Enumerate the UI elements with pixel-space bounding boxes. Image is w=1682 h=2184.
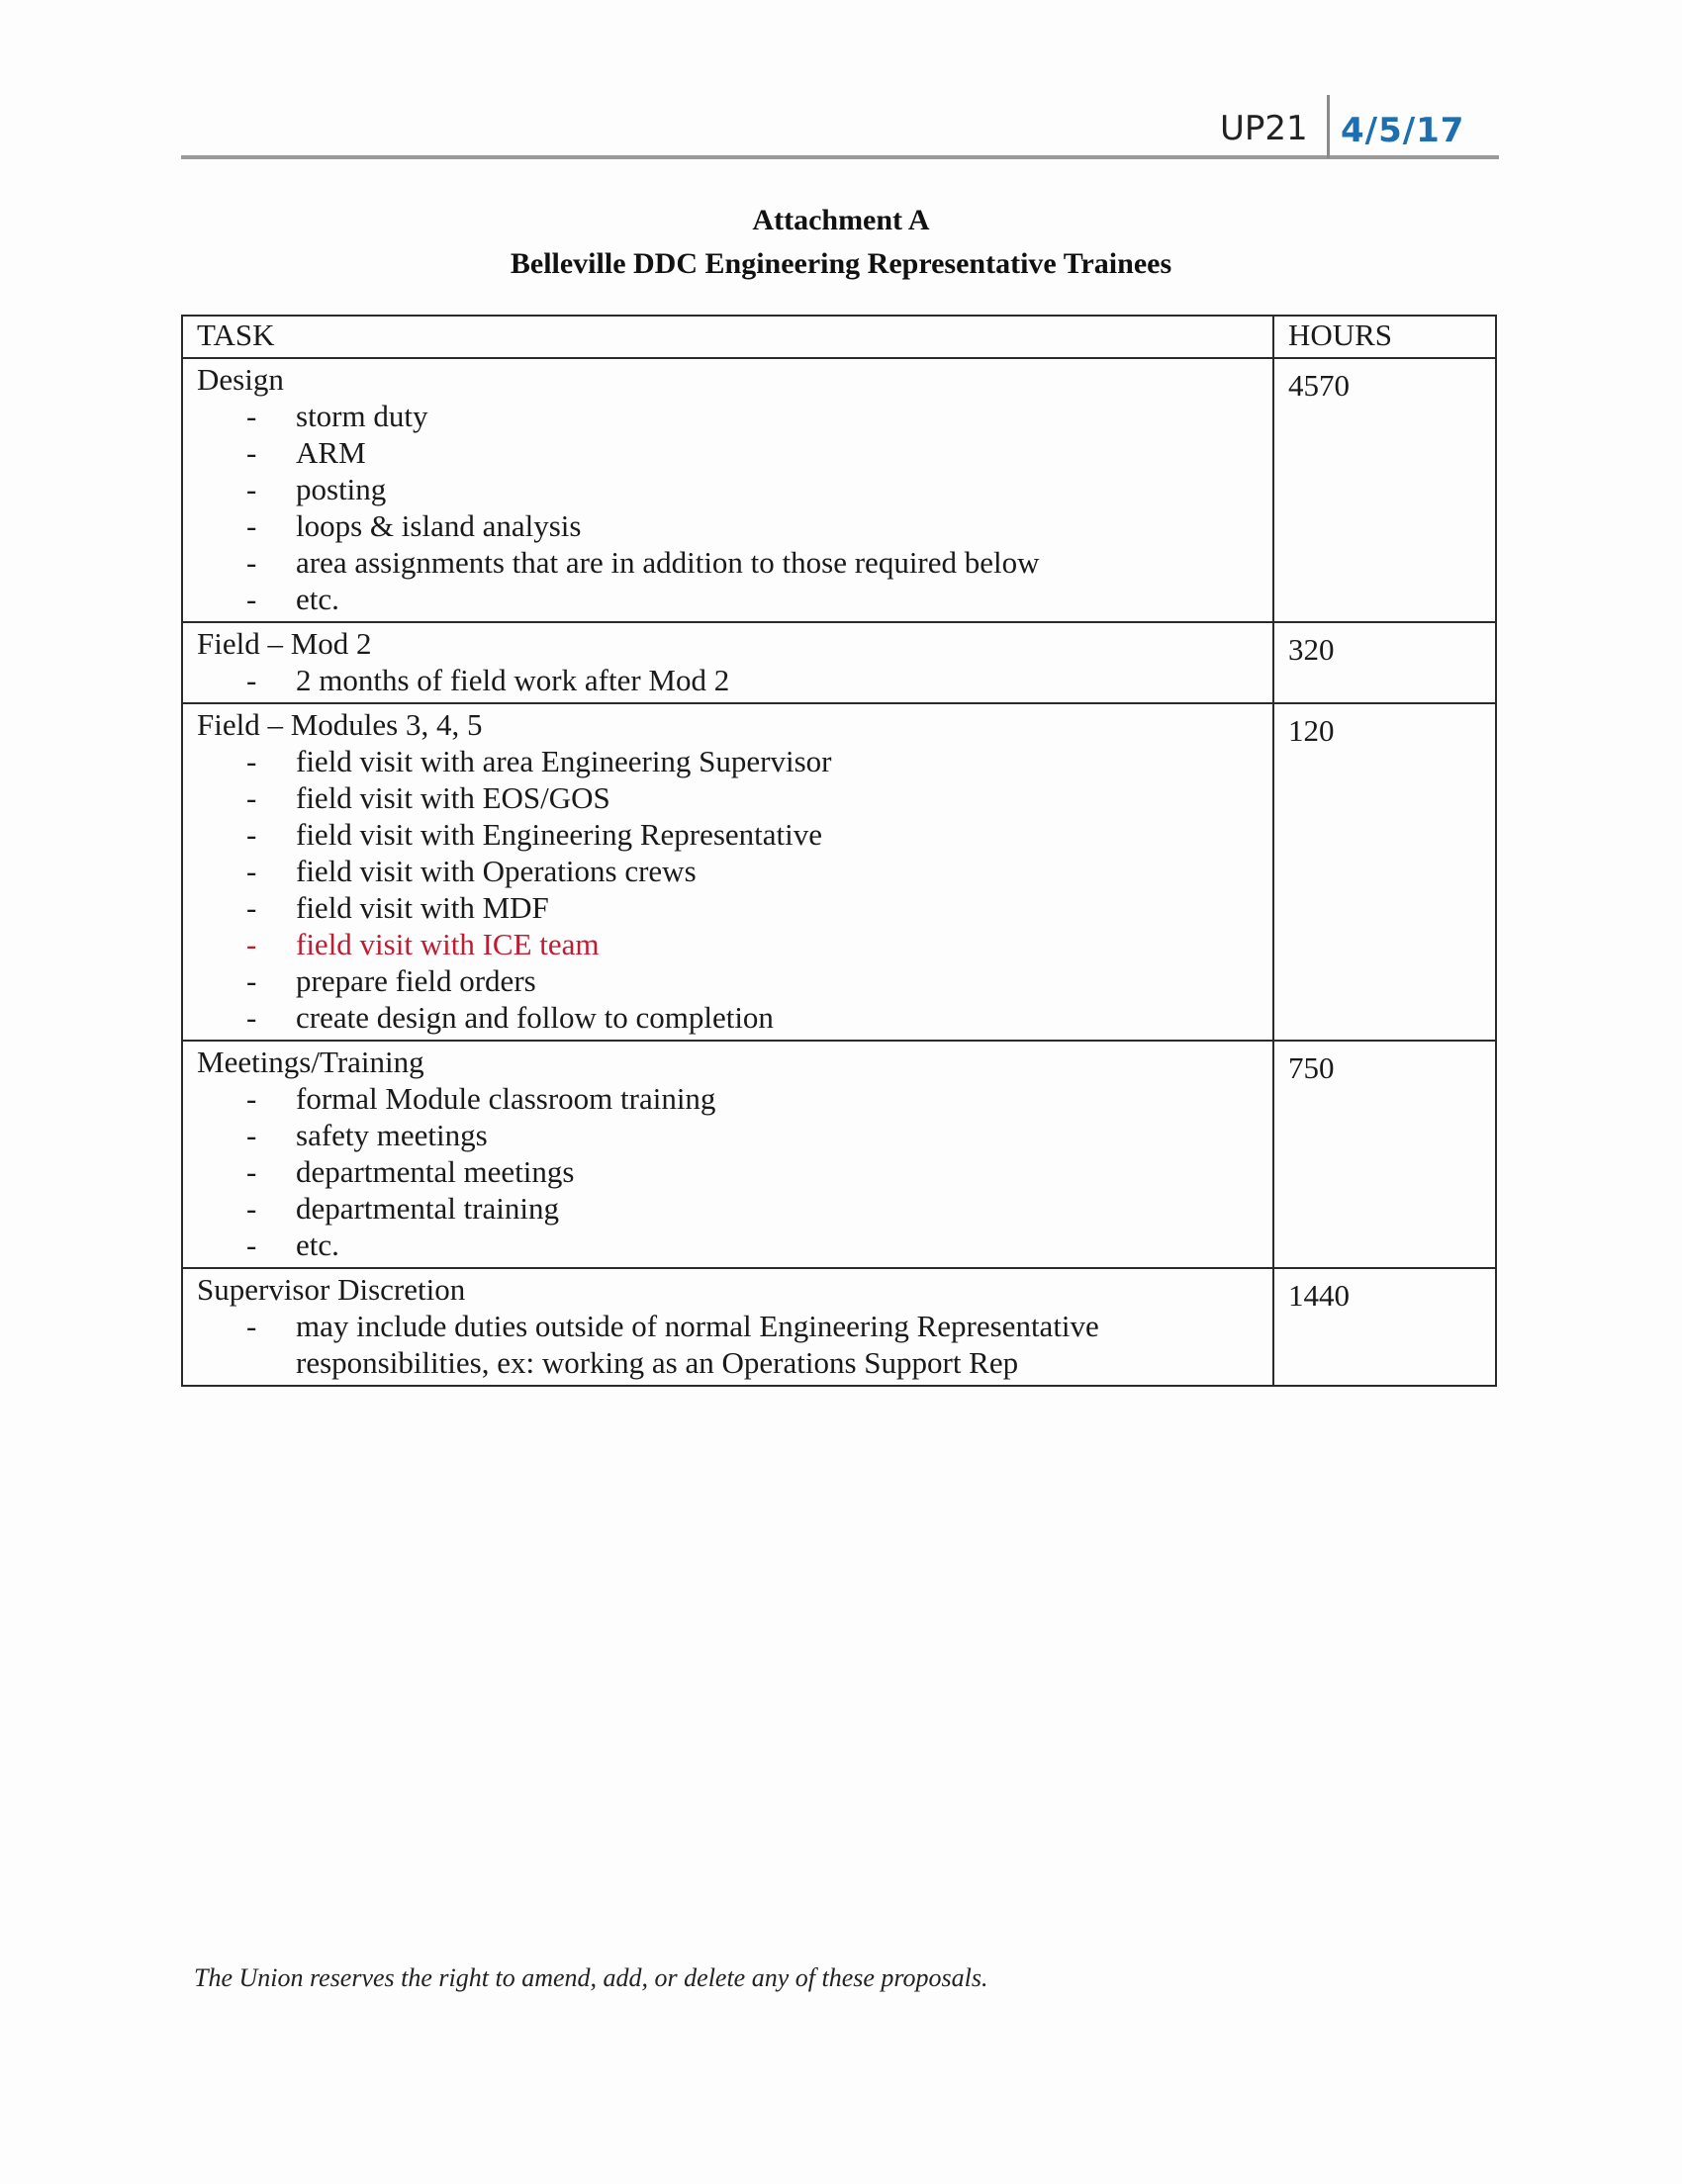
list-item-text: 2 months of field work after Mod 2	[296, 663, 730, 697]
list-item	[197, 434, 1261, 471]
list-item-text: field visit with area Engineering Supervisor	[296, 744, 832, 778]
dash-bullet: -	[246, 1154, 257, 1189]
dash-bullet: -	[246, 1118, 257, 1152]
task-title: Meetings/Training	[197, 1045, 424, 1079]
table-row	[182, 358, 1496, 622]
list-item-text: area assignments that are in addition to those required below	[296, 545, 1040, 580]
list-item-highlighted	[197, 926, 1261, 962]
hours-value: 750	[1287, 1050, 1335, 1085]
list-item-text: posting	[296, 472, 387, 506]
list-item-text: field visit with MDF	[296, 890, 549, 925]
dash-bullet: -	[246, 1081, 257, 1116]
task-cell	[182, 622, 1273, 703]
header-rule	[181, 155, 1499, 159]
task-cell	[182, 358, 1273, 622]
table-row	[182, 622, 1496, 703]
task-cell	[182, 703, 1273, 1041]
list-item-text: field visit with Operations crews	[296, 854, 697, 888]
task-title: Design	[197, 362, 284, 397]
dash-bullet: -	[246, 817, 257, 852]
list-item	[197, 1190, 1261, 1227]
list-item	[197, 507, 1261, 544]
list-item	[197, 544, 1261, 581]
header-divider	[1327, 95, 1330, 158]
list-item-text: ARM	[296, 435, 366, 470]
hours-value: 4570	[1287, 368, 1350, 403]
table-header-row	[182, 316, 1496, 358]
task-title: Supervisor Discretion	[197, 1272, 466, 1307]
task-cell	[182, 1268, 1273, 1386]
hours-column-header: HOURS	[1273, 316, 1496, 358]
hours-value: 120	[1287, 713, 1335, 748]
hours-value: 320	[1287, 632, 1335, 667]
list-item	[197, 471, 1261, 507]
task-title: Field – Mod 2	[197, 626, 372, 661]
list-item	[197, 581, 1261, 617]
list-item	[197, 853, 1261, 889]
dash-bullet: -	[246, 582, 257, 616]
list-item	[197, 999, 1261, 1036]
list-item	[197, 398, 1261, 434]
list-item-text: field visit with Engineering Representative	[296, 817, 823, 852]
hours-cell	[1273, 1268, 1496, 1386]
list-item-text: field visit with EOS/GOS	[296, 780, 610, 815]
list-item	[197, 1080, 1261, 1117]
list-item	[197, 1227, 1261, 1263]
dash-bullet: -	[246, 744, 257, 778]
dash-bullet: -	[246, 663, 257, 697]
list-item-text: safety meetings	[296, 1118, 488, 1152]
hours-cell	[1273, 703, 1496, 1041]
list-item	[197, 816, 1261, 853]
subitem-list	[197, 398, 1261, 617]
list-item-text: departmental meetings	[296, 1154, 575, 1189]
list-item	[197, 779, 1261, 816]
dash-bullet: -	[246, 854, 257, 888]
list-item	[197, 743, 1261, 779]
table-row	[182, 703, 1496, 1041]
list-item-text: etc.	[296, 1228, 339, 1262]
list-item-text: field visit with ICE team	[296, 927, 600, 961]
dash-bullet: -	[246, 1309, 257, 1343]
list-item-text: etc.	[296, 582, 339, 616]
dash-bullet: -	[246, 545, 257, 580]
list-item	[197, 962, 1261, 999]
dash-bullet: -	[246, 399, 257, 433]
hours-cell	[1273, 1041, 1496, 1268]
hours-cell	[1273, 358, 1496, 622]
task-title: Field – Modules 3, 4, 5	[197, 707, 483, 742]
list-item-text: create design and follow to completion	[296, 1000, 774, 1035]
subitem-list	[197, 1080, 1261, 1263]
list-item-text: loops & island analysis	[296, 508, 582, 543]
table-row	[182, 1041, 1496, 1268]
list-item	[197, 1117, 1261, 1153]
list-item	[197, 1153, 1261, 1190]
dash-bullet: -	[246, 1228, 257, 1262]
subitem-list	[197, 1308, 1261, 1381]
task-cell	[182, 1041, 1273, 1268]
task-hours-table	[181, 315, 1497, 1387]
dash-bullet: -	[246, 890, 257, 925]
subitem-list	[197, 743, 1261, 1036]
dash-bullet: -	[246, 1191, 257, 1226]
table-row	[182, 1268, 1496, 1386]
task-column-header: TASK	[182, 316, 1273, 358]
list-item-text: prepare field orders	[296, 963, 536, 998]
list-item	[197, 889, 1261, 926]
list-item	[197, 662, 1261, 698]
dash-bullet: -	[246, 472, 257, 506]
attachment-title: Attachment A	[752, 204, 930, 236]
dash-bullet: -	[246, 1000, 257, 1035]
document-subtitle: Belleville DDC Engineering Representative Trainees	[510, 247, 1172, 280]
list-item-text: formal Module classroom training	[296, 1081, 716, 1116]
dash-bullet: -	[246, 780, 257, 815]
document-date: 4/5/17	[1341, 111, 1465, 150]
list-item	[197, 1308, 1261, 1381]
subitem-list	[197, 662, 1261, 698]
dash-bullet: -	[246, 508, 257, 543]
hours-cell	[1273, 622, 1496, 703]
list-item-text: may include duties outside of normal Engineering Representative responsibilities, ex: working as an Operations Support Rep	[296, 1309, 1099, 1380]
list-item-text: departmental training	[296, 1191, 559, 1226]
footer-note: The Union reserves the right to amend, add, or delete any of these proposals.	[194, 1963, 988, 1992]
hours-value: 1440	[1287, 1278, 1350, 1313]
dash-bullet: -	[246, 435, 257, 470]
dash-bullet: -	[246, 927, 257, 961]
list-item-text: storm duty	[296, 399, 428, 433]
document-code: UP21	[1220, 109, 1308, 148]
dash-bullet: -	[246, 963, 257, 998]
